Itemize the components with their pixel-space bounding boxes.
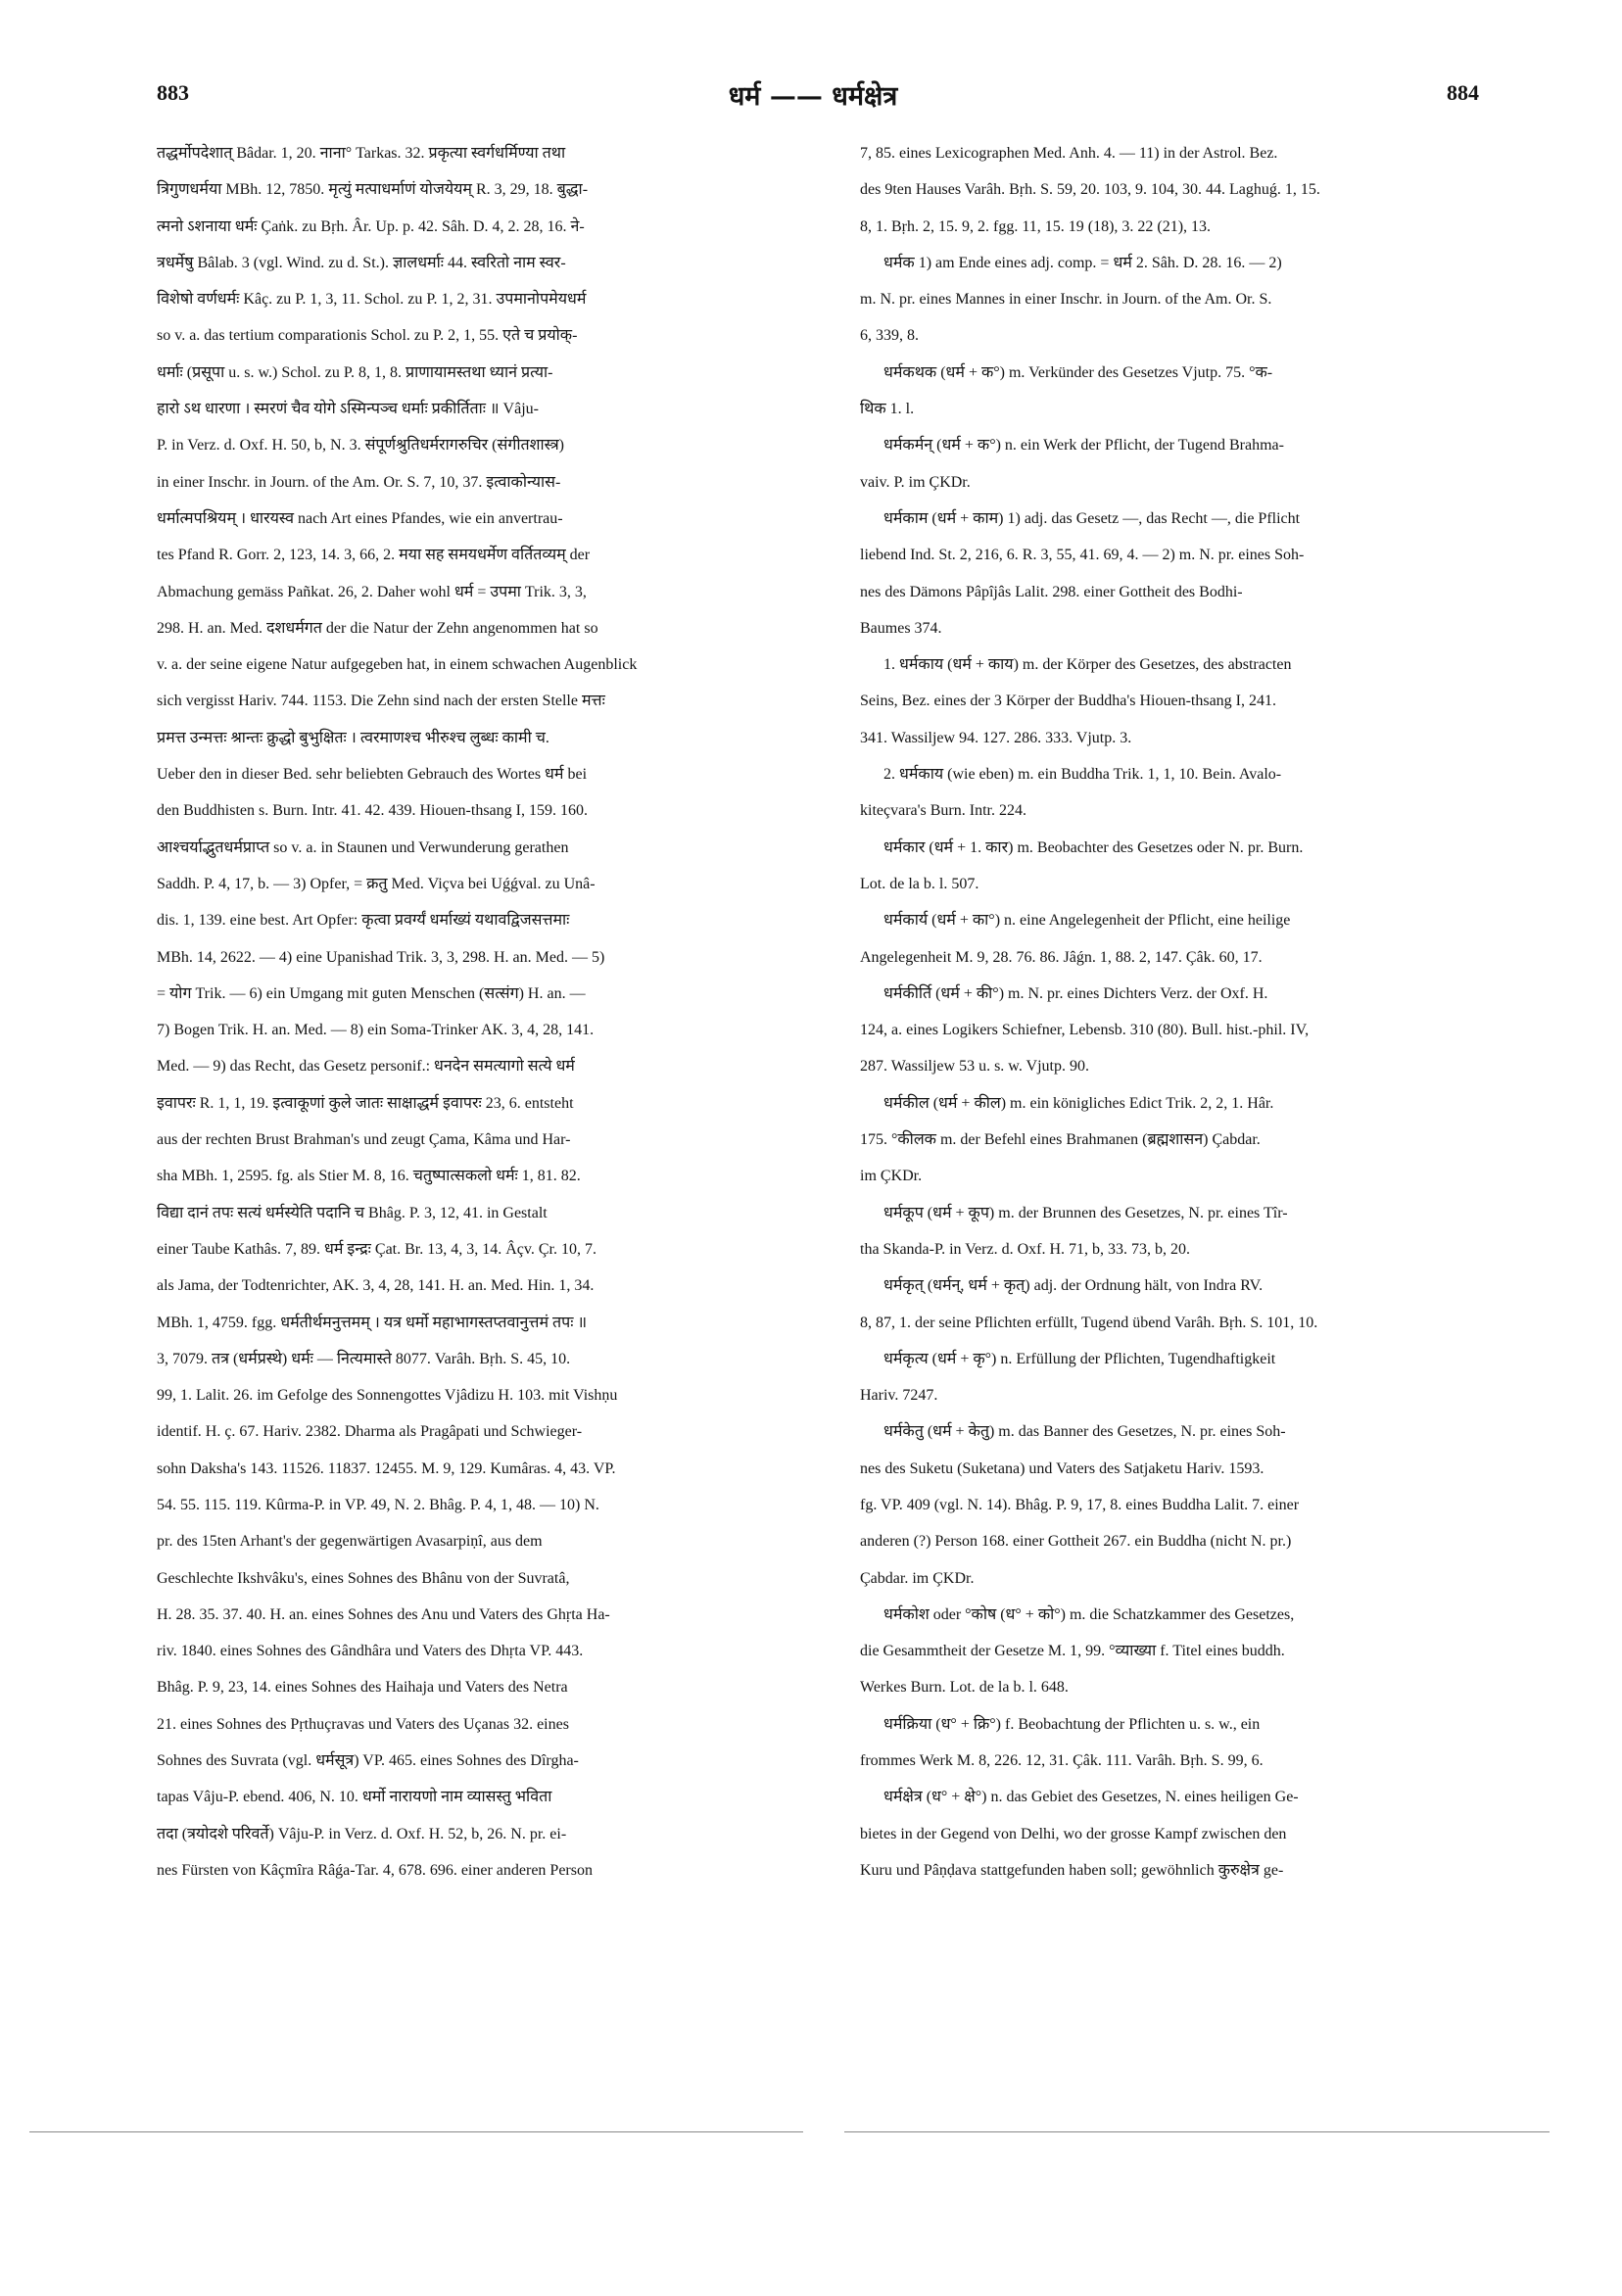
entry-headline: धर्मकील (धर्म + कील) m. ein königliches Edict Trik. 2, 2, 1. Hâr. (883, 1094, 1274, 1112)
entry-headline: धर्मक 1) am Ende eines adj. comp. = धर्म 2. Sâh. D. 28. 16. — 2) (883, 254, 1282, 271)
left-page-number: 883 (157, 80, 189, 105)
left-column-line: identif. H. ç. 67. Hariv. 2382. Dharma als Pragâpati und Schwieger- (157, 1423, 583, 1441)
entry-headline: धर्मकाम (धर्म + काम) 1) adj. das Gesetz —, das Recht —, die Pflicht (883, 509, 1301, 527)
left-column-line: aus der rechten Brust Brahman's und zeugt Çama, Kâma und Har- (157, 1131, 571, 1149)
left-column-line: MBh. 1, 4759. fgg. धर्मतीर्थमनुत्तमम् । यत्र धर्मो महाभागस्तप्तवानुत्तमं तपः ॥ (157, 1314, 588, 1331)
entry-headline: धर्मकोश oder °कोष (ध° + को°) m. die Schatzkammer des Gesetzes, (883, 1605, 1295, 1623)
left-column-line: 99, 1. Lalit. 26. im Gefolge des Sonnengottes Vjâdizu H. 103. mit Vishṇu (157, 1387, 618, 1405)
entry-headline: धर्मकथक (धर्म + क°) m. Verkünder des Gesetzes Vjutp. 75. °क- (883, 363, 1273, 381)
left-column-line: त्रिगुणधर्मया MBh. 12, 7850. मृत्युं मत्पाधर्माणं योजयेयम् R. 3, 29, 18. बुद्धा- (157, 181, 589, 199)
right-column-line: Angelegenheit M. 9, 28. 76. 86. Jâǵn. 1, 88. 2, 147. Çâk. 60, 17. (860, 948, 1263, 966)
left-column-line: tes Pfand R. Gorr. 2, 123, 14. 3, 66, 2. मया सह समयधर्मेण वर्तितव्यम् der (157, 547, 591, 564)
right-column-line: bietes in der Gegend von Delhi, wo der grosse Kampf zwischen den (860, 1825, 1287, 1842)
header-title: धर्म —— धर्मक्षेत्र (728, 81, 898, 112)
left-column-line: als Jama, der Todtenrichter, AK. 3, 4, 28, 141. H. an. Med. Hin. 1, 34. (157, 1277, 595, 1295)
right-column-line: m. N. pr. eines Mannes in einer Inschr. in Journ. of the Am. Or. S. (860, 291, 1272, 309)
right-column (860, 135, 1509, 1977)
left-column-line: 54. 55. 115. 119. Kûrma-P. in VP. 49, N. 2. Bhâg. P. 4, 1, 48. — 10) N. (157, 1496, 599, 1513)
right-column-line: Baumes 374. (860, 619, 942, 637)
left-column-line: त्मनो ऽशनाया धर्मः Çaṅk. zu Bṛh. Âr. Up. p. 42. Sâh. D. 4, 2. 28, 16. ने- (157, 217, 585, 235)
right-column-line: liebend Ind. St. 2, 216, 6. R. 3, 55, 41. 69, 4. — 2) m. N. pr. eines Soh- (860, 547, 1305, 564)
left-column-line: v. a. der seine eigene Natur aufgegeben hat, in einem schwachen Augenblick (157, 656, 638, 674)
left-column-line: sich vergisst Hariv. 744. 1153. Die Zehn sind nach der ersten Stelle मत्तः (157, 693, 605, 710)
right-column-line: frommes Werk M. 8, 226. 12, 31. Çâk. 111. Varâh. Bṛh. S. 99, 6. (860, 1752, 1264, 1770)
right-column-line: Kuru und Pâṇḍava stattgefunden haben soll; gewöhnlich कुरुक्षेत्र ge- (860, 1861, 1284, 1879)
left-column-line: धर्माः (प्रसूपा u. s. w.) Schol. zu P. 8, 1, 8. प्राणायामस्तथा ध्यानं प्रत्या- (157, 363, 553, 381)
left-column-line: इवापरः R. 1, 1, 19. इत्वाकूणां कुले जातः साक्षाद्धर्म इवापरः 23, 6. entsteht (157, 1094, 574, 1112)
left-column-line: dis. 1, 139. eine best. Art Opfer: कृत्वा प्रवर्ग्यं धर्माख्यं यथावद्विजसत्तमाः (157, 912, 570, 930)
right-column-line: fg. VP. 409 (vgl. N. 14). Bhâg. P. 9, 17, 8. eines Buddha Lalit. 7. einer (860, 1496, 1300, 1513)
left-column-line: Med. — 9) das Recht, das Gesetz personif.: धनदेन समत्यागो सत्ये धर्म (157, 1058, 575, 1076)
left-column-line: einer Taube Kathâs. 7, 89. धर्म इन्द्रः Çat. Br. 13, 4, 3, 14. Âçv. Çr. 10, 7. (157, 1240, 596, 1258)
entry-headline: धर्मकार (धर्म + 1. कार) m. Beobachter des Gesetzes oder N. pr. Burn. (883, 838, 1304, 856)
running-header (147, 76, 1479, 120)
left-column-line: Ueber den in dieser Bed. sehr beliebten Gebrauch des Wortes धर्म bei (157, 766, 588, 784)
right-column-line: die Gesammtheit der Gesetze M. 1, 99. °व्याख्या f. Titel eines buddh. (860, 1643, 1285, 1660)
left-column-line: sohn Daksha's 143. 11526. 11837. 12455. M. 9, 129. Kumâras. 4, 43. VP. (157, 1459, 616, 1477)
left-column-line: 21. eines Sohnes des Pṛthuçravas und Vaters des Uçanas 32. eines (157, 1715, 569, 1733)
right-column-line: kiteçvara's Burn. Intr. 224. (860, 802, 1026, 820)
right-column-line: Hariv. 7247. (860, 1387, 938, 1405)
left-column-line: so v. a. das tertium comparationis Schol. zu P. 2, 1, 55. एते च प्रयोक्- (157, 327, 578, 345)
entry-headline: धर्मकार्य (धर्म + का°) n. eine Angelegenheit der Pflicht, eine heilige (883, 912, 1291, 930)
entry-headline: धर्मक्षेत्र (ध° + क्षे°) n. das Gebiet des Gesetzes, N. eines heiligen Ge- (883, 1789, 1299, 1806)
right-column-line: im ÇKDr. (860, 1168, 923, 1185)
left-column-line: आश्चर्याद्भुतधर्मप्राप्त so v. a. in Staunen und Verwunderung gerathen (157, 838, 569, 856)
right-column-line: nes des Suketu (Suketana) und Vaters des Satjaketu Hariv. 1593. (860, 1459, 1264, 1477)
left-column-line: Saddh. P. 4, 17, b. — 3) Opfer, = क्रतु Med. Viçva bei Uǵǵval. zu Unâ- (157, 875, 596, 892)
right-column-line: 124, a. eines Logikers Schiefner, Lebensb. 310 (80). Bull. hist.-phil. IV, (860, 1022, 1310, 1039)
left-column-line: विशेषो वर्णधर्मः Kâç. zu P. 1, 3, 11. Schol. zu P. 1, 2, 31. उपमानोपमेयधर्म (157, 291, 587, 309)
right-column-line: 341. Wassiljew 94. 127. 286. 333. Vjutp. 3. (860, 729, 1132, 746)
right-column-line: 8, 1. Bṛh. 2, 15. 9, 2. fgg. 11, 15. 19 (18), 3. 22 (21), 13. (860, 217, 1212, 235)
right-column-line: 6, 339, 8. (860, 327, 919, 345)
left-column-line: = योग Trik. — 6) ein Umgang mit guten Menschen (सत्संग) H. an. — (157, 984, 586, 1002)
left-column-line: हारो ऽथ धारणा । स्मरणं चैव योगे ऽस्मिन्पञ्च धर्माः प्रकीर्तिताः ॥ Vâju- (157, 401, 539, 418)
entry-headline: धर्मकूप (धर्म + कूप) m. der Brunnen des Gesetzes, N. pr. eines Tîr- (883, 1204, 1288, 1221)
left-column-line: P. in Verz. d. Oxf. H. 50, b, N. 3. संपूर्णश्रुतिधर्मरागरुचिर (संगीतशास्त्र) (157, 437, 564, 454)
right-column-line: 7, 85. eines Lexicographen Med. Anh. 4. — 11) in der Astrol. Bez. (860, 145, 1278, 162)
left-column-line: 298. H. an. Med. दशधर्मगत der die Natur der Zehn angenommen hat so (157, 619, 598, 637)
right-column-line: Seins, Bez. eines der 3 Körper der Buddha's Hiouen-thsang I, 241. (860, 693, 1277, 710)
entry-headline: धर्मकेतु (धर्म + केतु) m. das Banner des Gesetzes, N. pr. eines Soh- (883, 1423, 1286, 1441)
left-column (157, 135, 805, 1977)
left-column-line: in einer Inschr. in Journ. of the Am. Or. S. 7, 10, 37. इत्वाकोन्यास- (157, 473, 561, 491)
left-column-line: 7) Bogen Trik. H. an. Med. — 8) ein Soma-Trinker AK. 3, 4, 28, 141. (157, 1022, 595, 1039)
left-column-line: sha MBh. 1, 2595. fg. als Stier M. 8, 16. चतुष्पात्सकलो धर्मः 1, 81. 82. (157, 1168, 581, 1185)
left-column-line: Abmachung gemäss Pañkat. 26, 2. Daher wohl धर्म = उपमा Trik. 3, 3, (157, 583, 587, 600)
entry-headline: धर्मकर्मन् (धर्म + क°) n. ein Werk der Pflicht, der Tugend Brahma- (883, 437, 1284, 454)
left-column-line: विद्या दानं तपः सत्यं धर्मस्येति पदानि च Bhâg. P. 3, 12, 41. in Gestalt (157, 1204, 548, 1221)
left-column-line: Sohnes des Suvrata (vgl. धर्मसूत्र) VP. 465. eines Sohnes des Dîrgha- (157, 1752, 579, 1770)
right-column-line: anderen (?) Person 168. einer Gottheit 267. ein Buddha (nicht N. pr.) (860, 1533, 1292, 1551)
right-column-line: थिक 1. l. (860, 401, 915, 418)
left-column-line: tapas Vâju-P. ebend. 406, N. 10. धर्मो नारायणो नाम व्यासस्तु भविता (157, 1789, 552, 1806)
left-column-line: 3, 7079. तत्र (धर्मप्रस्थे) धर्मः — नित्यमास्ते 8077. Varâh. Bṛh. S. 45, 10. (157, 1350, 571, 1367)
right-column-line: 8, 87, 1. der seine Pflichten erfüllt, Tugend übend Varâh. Bṛh. S. 101, 10. (860, 1314, 1318, 1331)
left-column-line: तद्धर्मोपदेशात् Bâdar. 1, 20. नाना° Tarkas. 32. प्रकृत्या स्वर्गधर्मिण्या तथा (157, 145, 566, 162)
bottom-rule-left (29, 2131, 803, 2132)
right-column-line: nes des Dämons Pâpîjâs Lalit. 298. einer Gottheit des Bodhi- (860, 583, 1243, 600)
bottom-rule-right (844, 2131, 1550, 2132)
left-column-line: तदा (त्रयोदशे परिवर्ते) Vâju-P. in Verz. d. Oxf. H. 52, b, 26. N. pr. ei- (157, 1825, 567, 1842)
left-column-line: Geschlechte Ikshvâku's, eines Sohnes des Bhânu von der Suvratâ, (157, 1569, 570, 1587)
left-column-line: प्रमत्त उन्मत्तः श्रान्तः क्रुद्धो बुभुक्षितः । त्वरमाणश्च भीरुश्च लुब्धः कामी च. (157, 729, 549, 746)
left-column-line: nes Fürsten von Kâçmîra Râǵa-Tar. 4, 678. 696. einer anderen Person (157, 1861, 593, 1879)
left-column-line: त्रधर्मेषु Bâlab. 3 (vgl. Wind. zu d. St.). ज्ञालधर्माः 44. स्वरितो नाम स्वर- (157, 254, 566, 271)
entry-headline: धर्मकृत्य (धर्म + कृ°) n. Erfüllung der Pflichten, Tugendhaftigkeit (883, 1350, 1276, 1367)
entry-headline: 2. धर्मकाय (wie eben) m. ein Buddha Trik. 1, 1, 10. Bein. Avalo- (883, 766, 1282, 784)
entry-headline: 1. धर्मकाय (धर्म + काय) m. der Körper des Gesetzes, des abstracten (883, 656, 1292, 674)
entry-headline: धर्मकृत् (धर्मन्, धर्म + कृत्) adj. der Ordnung hält, von Indra RV. (883, 1277, 1264, 1295)
entry-headline: धर्मक्रिया (ध° + क्रि°) f. Beobachtung der Pflichten u. s. w., ein (883, 1715, 1261, 1733)
right-column-line: 287. Wassiljew 53 u. s. w. Vjutp. 90. (860, 1058, 1089, 1076)
left-column-line: pr. des 15ten Arhant's der gegenwärtigen Avasarpiṇî, aus dem (157, 1533, 543, 1551)
right-column-line: Werkes Burn. Lot. de la b. l. 648. (860, 1679, 1069, 1697)
left-column-line: Bhâg. P. 9, 23, 14. eines Sohnes des Haihaja und Vaters des Netra (157, 1679, 568, 1697)
entry-headline: धर्मकीर्ति (धर्म + की°) m. N. pr. eines Dichters Verz. der Oxf. H. (883, 984, 1268, 1002)
right-column-line: 175. °कीलक m. der Befehl eines Brahmanen (ब्रह्मशासन) Çabdar. (860, 1131, 1261, 1149)
left-column-line: MBh. 14, 2622. — 4) eine Upanishad Trik. 3, 3, 298. H. an. Med. — 5) (157, 948, 605, 966)
left-column-line: riv. 1840. eines Sohnes des Gândhâra und Vaters des Dhṛta VP. 443. (157, 1643, 584, 1660)
left-column-line: H. 28. 35. 37. 40. H. an. eines Sohnes des Anu und Vaters des Ghṛta Ha- (157, 1605, 610, 1623)
right-column-line: Çabdar. im ÇKDr. (860, 1569, 975, 1587)
right-page-number: 884 (1447, 80, 1479, 105)
left-column-line: धर्मात्मपश्रियम् । धारयस्व nach Art eines Pfandes, wie ein anvertrau- (157, 509, 563, 527)
right-column-line: Lot. de la b. l. 507. (860, 875, 979, 892)
left-column-line: den Buddhisten s. Burn. Intr. 41. 42. 439. Hiouen-thsang I, 159. 160. (157, 802, 588, 820)
right-column-line: vaiv. P. im ÇKDr. (860, 473, 971, 491)
right-column-line: des 9ten Hauses Varâh. Bṛh. S. 59, 20. 103, 9. 104, 30. 44. Laghuǵ. 1, 15. (860, 181, 1320, 199)
right-column-line: tha Skanda-P. in Verz. d. Oxf. H. 71, b, 33. 73, b, 20. (860, 1240, 1191, 1258)
